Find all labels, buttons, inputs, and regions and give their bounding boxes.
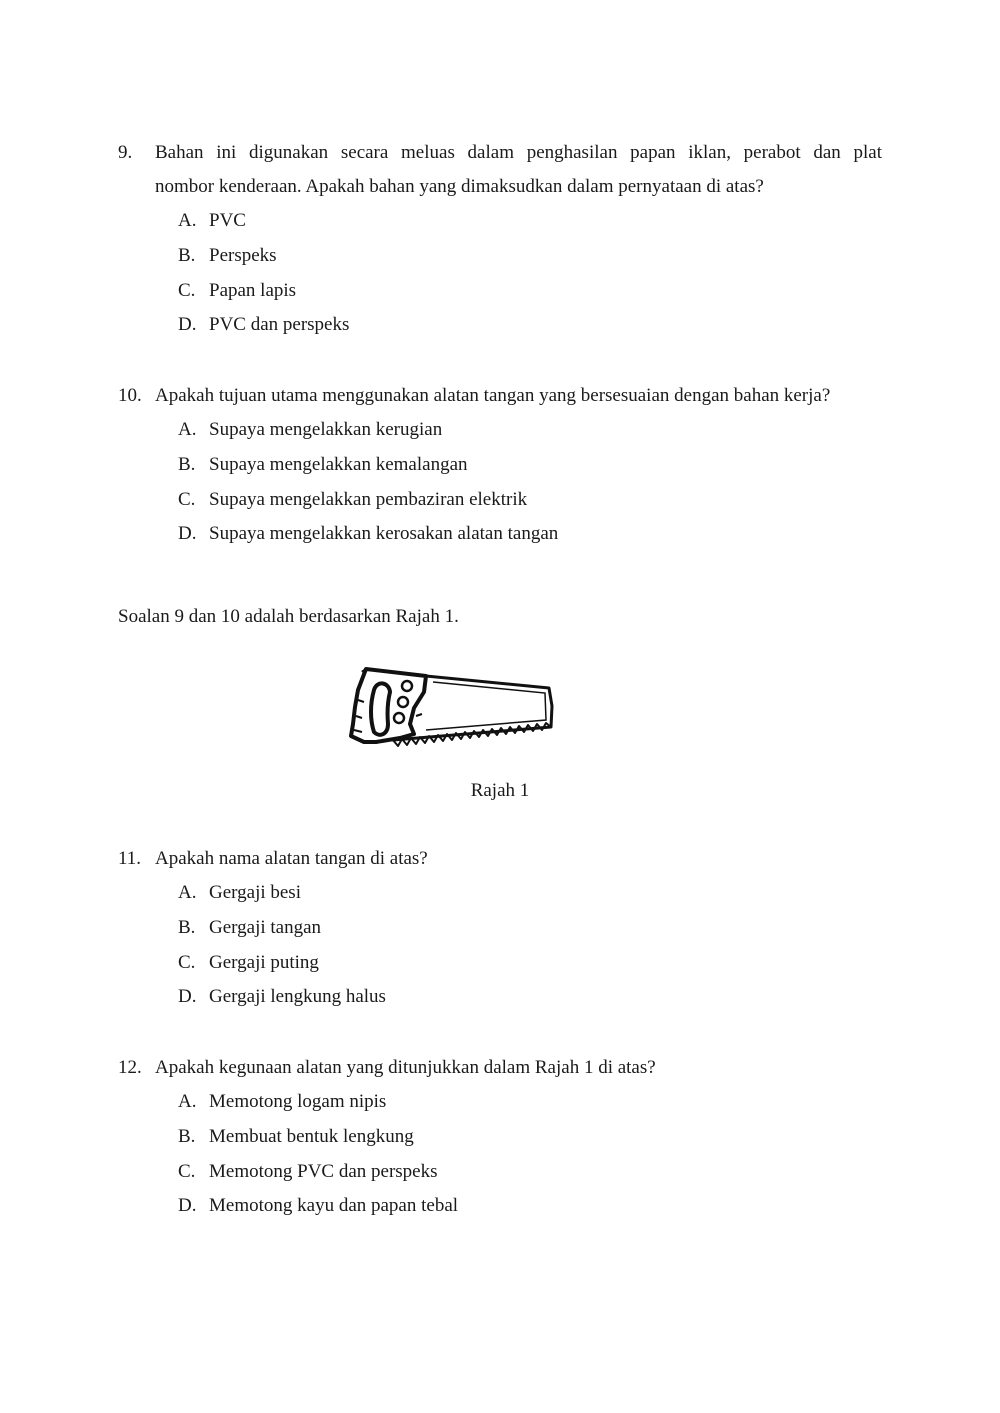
option-letter: D. [178,1195,197,1217]
option-d[interactable] [118,517,882,552]
option-b[interactable] [118,911,882,946]
question-number: 10. [118,385,142,406]
option-a[interactable] [118,413,882,448]
option-text: PVC [209,210,246,231]
option-text: Supaya mengelakkan pembaziran elektrik [209,488,528,510]
option-d[interactable] [118,1189,882,1224]
hand-saw-icon [340,660,562,752]
option-letter: C. [178,1160,196,1182]
option-text: Memotong kayu dan papan tebal [209,1195,459,1217]
option-letter: A. [178,210,197,231]
option-text: Supaya mengelakkan kerugian [209,419,443,440]
option-letter: C. [178,951,196,973]
question-number: 11. [118,848,142,869]
option-c[interactable] [118,1155,882,1190]
question-text-line-2: nombor kenderaan. Apakah bahan yang dimaksudkan dalam pernyataan di atas? [155,176,764,197]
option-letter: A. [178,882,197,903]
option-letter: A. [178,1091,197,1112]
option-text: Gergaji puting [209,951,319,973]
option-text: Memotong logam nipis [209,1091,387,1112]
option-d[interactable] [118,308,882,343]
question-11 [118,842,882,1015]
question-number: 9. [118,142,133,163]
option-b[interactable] [118,239,882,274]
option-letter: D. [178,314,197,336]
option-letter: A. [178,419,197,440]
option-letter: C. [178,279,196,301]
figure-caption: Rajah 1 [470,780,530,801]
figure-reference-note: Soalan 9 dan 10 adalah berdasarkan Rajah 1. [118,606,459,627]
option-text: Gergaji besi [209,882,301,903]
option-text: PVC dan perspeks [209,314,350,336]
option-letter: D. [178,523,197,545]
question-12 [118,1051,882,1224]
question-10 [118,379,882,552]
question-number: 12. [118,1057,142,1078]
option-a[interactable] [118,1085,882,1120]
question-text-line-1: Apakah kegunaan alatan yang ditunjukkan dalam Rajah 1 di atas? [155,1057,656,1078]
option-c[interactable] [118,274,882,309]
option-letter: B. [178,453,196,475]
option-a[interactable] [118,204,882,239]
option-text: Papan lapis [209,279,297,301]
option-text: Supaya mengelakkan kemalangan [209,453,468,475]
question-9 [118,136,882,343]
option-b[interactable] [118,448,882,483]
question-text-line-1: Bahan ini digunakan secara meluas dalam penghasilan papan iklan, perabot dan plat [155,142,882,163]
option-text: Gergaji tangan [209,916,322,938]
option-c[interactable] [118,946,882,981]
question-text-line-1: Apakah tujuan utama menggunakan alatan tangan yang bersesuaian dengan bahan kerja? [155,385,831,406]
option-letter: C. [178,488,196,510]
option-letter: B. [178,916,196,938]
option-text: Membuat bentuk lengkung [209,1125,414,1147]
option-letter: D. [178,986,197,1008]
question-text-line-1: Apakah nama alatan tangan di atas? [155,848,428,869]
option-letter: B. [178,244,196,266]
option-text: Gergaji lengkung halus [209,986,386,1008]
option-c[interactable] [118,483,882,518]
option-b[interactable] [118,1120,882,1155]
option-d[interactable] [118,980,882,1015]
option-a[interactable] [118,876,882,911]
option-text: Memotong PVC dan perspeks [209,1160,438,1182]
option-text: Supaya mengelakkan kerosakan alatan tangan [209,523,559,545]
option-letter: B. [178,1125,196,1147]
option-text: Perspeks [209,244,277,266]
